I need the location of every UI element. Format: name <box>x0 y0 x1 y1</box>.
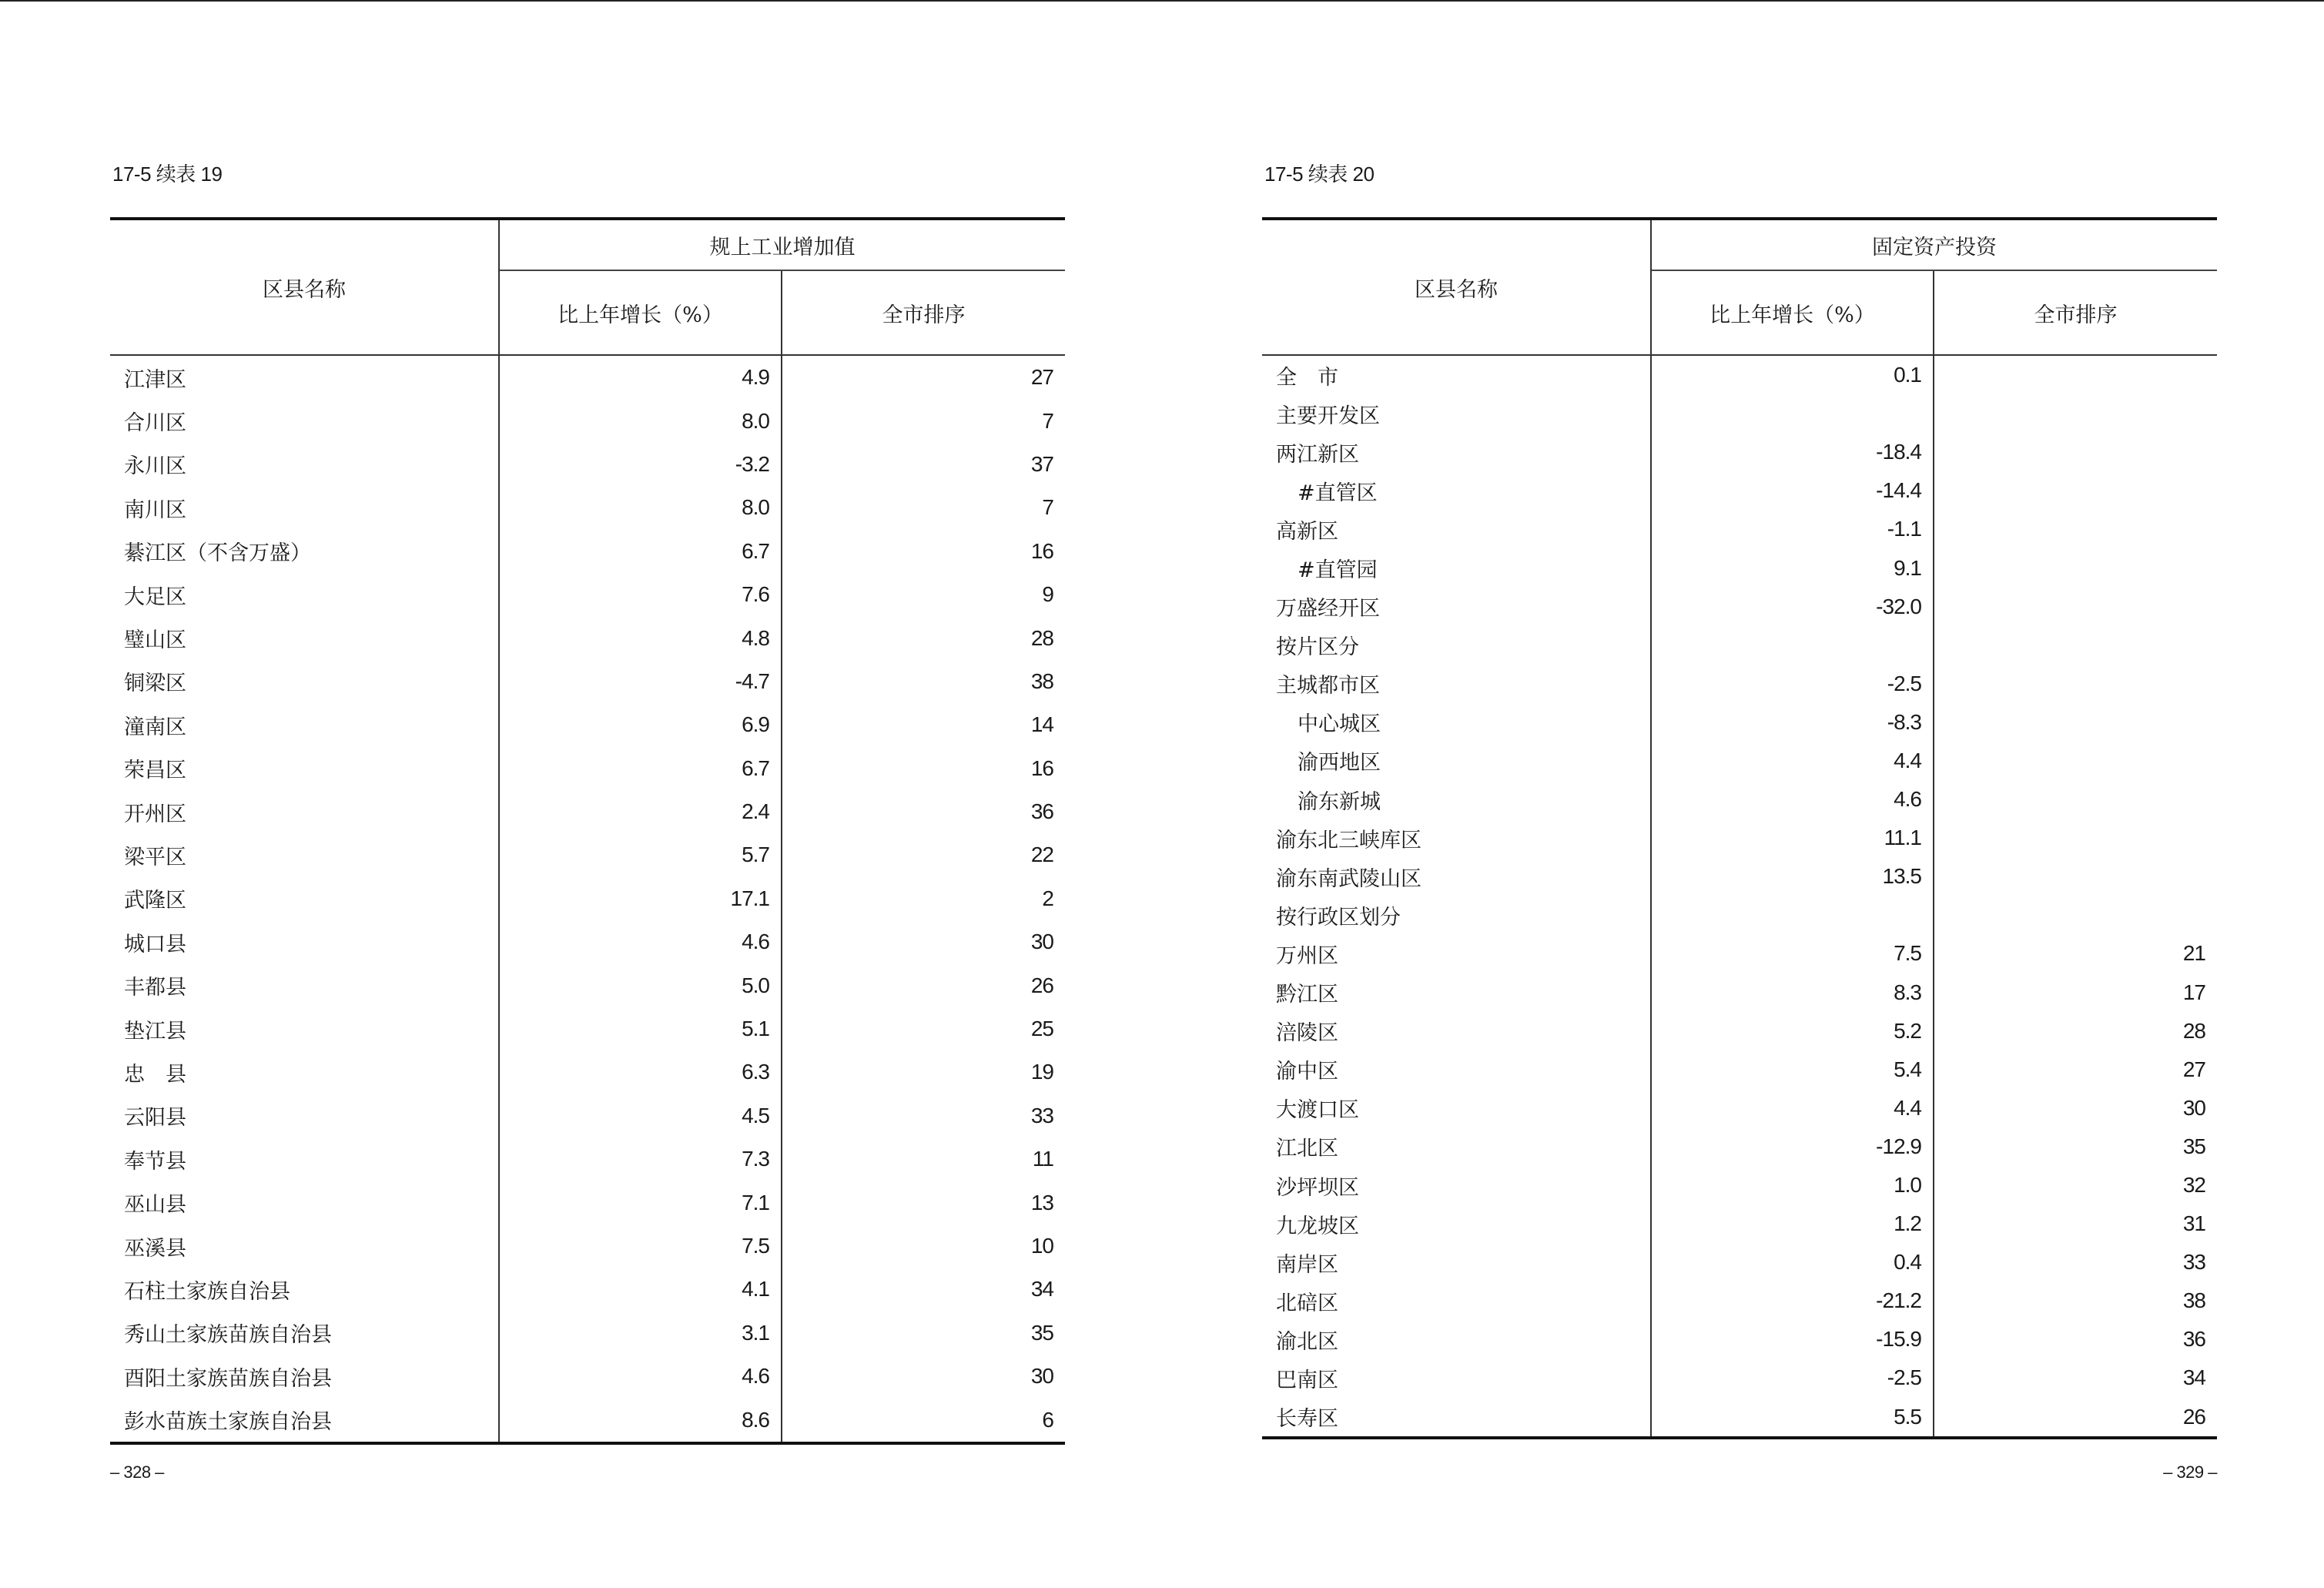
growth-value-cell: 7.5 <box>1651 934 1934 973</box>
growth-value-cell: 1.0 <box>1651 1166 1934 1204</box>
growth-value-cell: 4.4 <box>1651 1089 1934 1127</box>
rank-value-cell: 37 <box>1030 451 1053 476</box>
growth-value-cell: 6.7 <box>499 530 782 573</box>
table-row <box>110 1225 1065 1268</box>
growth-value-cell: 6.7 <box>499 747 782 790</box>
growth-value-cell: 5.1 <box>499 1007 782 1050</box>
table-row <box>1262 433 2217 471</box>
region-name-cell: 渝中区 <box>1262 1050 1651 1089</box>
growth-value-cell: 9.1 <box>1651 548 1934 587</box>
rank-value-cell: 38 <box>1030 668 1053 693</box>
column-header-rank: 全市排序 <box>782 270 1065 355</box>
rank-value-cell: 16 <box>1030 755 1053 780</box>
region-name-cell: 綦江区（不含万盛） <box>110 530 499 573</box>
rank-value-cell <box>1934 819 2217 857</box>
growth-value-cell: 5.5 <box>1651 1398 1934 1438</box>
fixed-asset-investment-table <box>1262 217 2217 1439</box>
rank-value-cell: 26 <box>1030 973 1053 997</box>
page-number: – 329 – <box>2163 1462 2217 1482</box>
rank-value-cell: 16 <box>1030 538 1053 563</box>
column-header-region: 区县名称 <box>1262 219 1651 355</box>
table-row <box>110 877 1065 920</box>
rank-value-cell: 27 <box>1030 365 1053 390</box>
rank-value-cell <box>1934 510 2217 548</box>
region-name-cell: 璧山区 <box>110 616 499 659</box>
column-header-rank: 全市排序 <box>1934 270 2217 355</box>
growth-value-cell: -8.3 <box>1651 703 1934 742</box>
growth-value-cell: -14.4 <box>1651 471 1934 510</box>
table-row <box>1262 1320 2217 1359</box>
region-name-cell: 主要开发区 <box>1262 394 1651 433</box>
rank-value-cell: 13 <box>1030 1190 1053 1214</box>
table-row <box>1262 857 2217 896</box>
growth-value-cell <box>1651 394 1934 433</box>
region-name-cell: 大足区 <box>110 573 499 616</box>
rank-value-cell <box>1934 626 2217 665</box>
growth-value-cell: 3.1 <box>499 1312 782 1355</box>
rank-value-cell <box>1934 857 2217 896</box>
growth-value-cell: 13.5 <box>1651 857 1934 896</box>
table-row <box>1262 355 2217 394</box>
table-row <box>1262 1166 2217 1204</box>
growth-value-cell: 5.4 <box>1651 1050 1934 1089</box>
table-row <box>110 833 1065 876</box>
table-row <box>1262 626 2217 665</box>
growth-value-cell: 4.6 <box>499 1355 782 1398</box>
rank-value-cell: 30 <box>2182 1095 2205 1120</box>
region-name-cell: 渝北区 <box>1262 1320 1651 1359</box>
growth-value-cell: -1.1 <box>1651 510 1934 548</box>
table-row <box>110 1268 1065 1311</box>
region-name-cell: 江北区 <box>1262 1127 1651 1166</box>
region-name-cell: 酉阳土家族苗族自治县 <box>110 1355 499 1398</box>
rank-value-cell: 7 <box>1042 408 1053 433</box>
region-name-cell: 万州区 <box>1262 934 1651 973</box>
rank-value-cell: 35 <box>1030 1320 1053 1345</box>
right-page <box>1262 0 2217 1588</box>
rank-value-cell: 9 <box>1042 582 1053 607</box>
growth-value-cell: 4.5 <box>499 1094 782 1137</box>
region-name-cell: 丰都县 <box>110 963 499 1007</box>
region-name-cell: 秀山土家族苗族自治县 <box>110 1312 499 1355</box>
table-row <box>1262 1089 2217 1127</box>
table-row <box>1262 588 2217 626</box>
region-name-cell: 江津区 <box>110 355 499 399</box>
region-name-cell: 云阳县 <box>110 1094 499 1137</box>
growth-value-cell: 0.1 <box>1651 355 1934 394</box>
region-name-cell: 中心城区 <box>1262 703 1651 742</box>
table-row <box>110 1181 1065 1224</box>
rank-value-cell: 21 <box>2182 941 2205 966</box>
growth-value-cell: 8.6 <box>499 1398 782 1442</box>
growth-value-cell: -32.0 <box>1651 588 1934 626</box>
region-name-cell: 巫溪县 <box>110 1225 499 1268</box>
table-row <box>1262 1012 2217 1050</box>
table-row <box>1262 471 2217 510</box>
region-name-cell: 九龙坡区 <box>1262 1204 1651 1243</box>
rank-value-cell: 19 <box>1030 1060 1053 1084</box>
growth-value-cell: 4.6 <box>499 920 782 963</box>
rank-value-cell: 31 <box>2182 1211 2205 1236</box>
rank-value-cell: 6 <box>782 1398 1065 1442</box>
rank-value-cell: 30 <box>1030 930 1053 954</box>
region-name-cell: 渝西地区 <box>1262 742 1651 780</box>
growth-value-cell: 7.3 <box>499 1137 782 1181</box>
region-name-cell: 忠 县 <box>110 1050 499 1094</box>
growth-value-cell: -21.2 <box>1651 1281 1934 1320</box>
rank-value-cell: 2 <box>1042 886 1053 910</box>
industrial-value-added-table <box>110 217 1065 1445</box>
growth-value-cell: 5.0 <box>499 963 782 1007</box>
region-name-cell: 主城都市区 <box>1262 665 1651 703</box>
column-header-growth: 比上年增长（%） <box>1651 270 1934 355</box>
region-name-cell: 巫山县 <box>110 1181 499 1224</box>
table-row <box>1262 510 2217 548</box>
rank-value-cell <box>1934 896 2217 934</box>
growth-value-cell: 5.7 <box>499 833 782 876</box>
table-row <box>110 703 1065 746</box>
growth-value-cell: 4.9 <box>499 355 782 399</box>
table-row <box>110 1050 1065 1094</box>
region-name-cell: 开州区 <box>110 790 499 833</box>
rank-value-cell: 33 <box>1030 1103 1053 1127</box>
column-group-header: 规上工业增加值 <box>499 219 1065 270</box>
rank-value-cell <box>1934 665 2217 703</box>
rank-value-cell <box>1934 355 2217 394</box>
table-row <box>1262 819 2217 857</box>
rank-value-cell: 22 <box>1030 843 1053 867</box>
table-row <box>1262 548 2217 587</box>
table-row <box>1262 934 2217 973</box>
region-name-cell: 万盛经开区 <box>1262 588 1651 626</box>
region-name-cell: 永川区 <box>110 443 499 486</box>
growth-value-cell: 6.9 <box>499 703 782 746</box>
growth-value-cell: -2.5 <box>1651 665 1934 703</box>
growth-value-cell: 8.0 <box>499 399 782 442</box>
region-name-cell: 渝东北三峡库区 <box>1262 819 1651 857</box>
growth-value-cell: 7.1 <box>499 1181 782 1224</box>
region-name-cell: 大渡口区 <box>1262 1089 1651 1127</box>
growth-value-cell: 5.2 <box>1651 1012 1934 1050</box>
column-group-header: 固定资产投资 <box>1651 219 2217 270</box>
rank-value-cell: 10 <box>1030 1234 1053 1258</box>
table-caption: 17-5 续表 19 <box>112 162 223 186</box>
rank-value-cell: 25 <box>1030 1017 1053 1041</box>
rank-value-cell: 34 <box>2182 1365 2205 1390</box>
rank-value-cell <box>1934 703 2217 742</box>
region-name-cell: 渝东新城 <box>1262 780 1651 819</box>
growth-value-cell: 4.4 <box>1651 742 1934 780</box>
region-name-cell: 沙坪坝区 <box>1262 1166 1651 1204</box>
growth-value-cell: 8.0 <box>499 486 782 529</box>
region-name-cell: 梁平区 <box>110 833 499 876</box>
region-name-cell: 两江新区 <box>1262 433 1651 471</box>
region-name-cell: 合川区 <box>110 399 499 442</box>
region-name-cell: 长寿区 <box>1262 1398 1651 1438</box>
header-row <box>1262 219 2217 270</box>
growth-value-cell: 6.3 <box>499 1050 782 1094</box>
region-name-cell: 武隆区 <box>110 877 499 920</box>
region-name-cell: 巴南区 <box>1262 1359 1651 1397</box>
rank-value-cell <box>1934 548 2217 587</box>
table-row <box>110 616 1065 659</box>
growth-value-cell: -12.9 <box>1651 1127 1934 1166</box>
region-name-cell: #直管园 <box>1262 548 1651 587</box>
rank-value-cell: 35 <box>2182 1134 2205 1158</box>
growth-value-cell: -2.5 <box>1651 1359 1934 1397</box>
rank-value-cell: 26 <box>1934 1398 2217 1438</box>
growth-value-cell: 7.5 <box>499 1225 782 1268</box>
region-name-cell: 南川区 <box>110 486 499 529</box>
table-row <box>1262 780 2217 819</box>
table-row <box>1262 896 2217 934</box>
table-row <box>110 1094 1065 1137</box>
rank-value-cell <box>1934 588 2217 626</box>
table-row <box>1262 1359 2217 1397</box>
growth-value-cell: -18.4 <box>1651 433 1934 471</box>
rank-value-cell: 14 <box>1030 712 1053 737</box>
table-row <box>1262 394 2217 433</box>
rank-value-cell: 28 <box>2182 1018 2205 1043</box>
region-name-cell: 北碚区 <box>1262 1281 1651 1320</box>
region-name-cell: 城口县 <box>110 920 499 963</box>
rank-value-cell: 38 <box>2182 1288 2205 1313</box>
table-row <box>1262 1398 2217 1438</box>
rank-value-cell <box>1934 433 2217 471</box>
region-name-cell: 按片区分 <box>1262 626 1651 665</box>
table-row <box>1262 1281 2217 1320</box>
table-row <box>110 443 1065 486</box>
table-row <box>1262 1243 2217 1281</box>
region-name-cell: 奉节县 <box>110 1137 499 1181</box>
region-name-cell: 南岸区 <box>1262 1243 1651 1281</box>
growth-value-cell: 2.4 <box>499 790 782 833</box>
table-body <box>1262 355 2217 1438</box>
column-header-growth: 比上年增长（%） <box>499 270 782 355</box>
table-row <box>110 747 1065 790</box>
table-row <box>110 1007 1065 1050</box>
table-row <box>110 1355 1065 1398</box>
table-body <box>110 355 1065 1443</box>
region-name-cell: 全 市 <box>1262 355 1651 394</box>
header-row <box>110 219 1065 270</box>
region-name-cell: 涪陵区 <box>1262 1012 1651 1050</box>
table-row <box>110 963 1065 1007</box>
growth-value-cell: 11.1 <box>1651 819 1934 857</box>
growth-value-cell: 7.6 <box>499 573 782 616</box>
region-name-cell: 彭水苗族土家族自治县 <box>110 1398 499 1442</box>
table-row <box>1262 1127 2217 1166</box>
growth-value-cell: -4.7 <box>499 660 782 703</box>
region-name-cell: 黔江区 <box>1262 973 1651 1012</box>
table-row <box>110 1312 1065 1355</box>
rank-value-cell: 7 <box>1042 495 1053 520</box>
rank-value-cell: 17 <box>2182 980 2205 1004</box>
table-row <box>110 573 1065 616</box>
region-name-cell: 铜梁区 <box>110 660 499 703</box>
growth-value-cell: 8.3 <box>1651 973 1934 1012</box>
page-number: – 328 – <box>110 1462 164 1482</box>
region-name-cell: 潼南区 <box>110 703 499 746</box>
growth-value-cell: -15.9 <box>1651 1320 1934 1359</box>
table-row <box>1262 973 2217 1012</box>
table-row <box>1262 703 2217 742</box>
table-row <box>110 1137 1065 1181</box>
rank-value-cell: 28 <box>1030 625 1053 650</box>
growth-value-cell: 4.6 <box>1651 780 1934 819</box>
table-row <box>110 790 1065 833</box>
region-name-cell: 高新区 <box>1262 510 1651 548</box>
rank-value-cell: 32 <box>2182 1173 2205 1198</box>
region-name-cell: 按行政区划分 <box>1262 896 1651 934</box>
rank-value-cell <box>1934 471 2217 510</box>
table-row <box>1262 1204 2217 1243</box>
table-caption: 17-5 续表 20 <box>1264 162 1375 186</box>
growth-value-cell: 4.8 <box>499 616 782 659</box>
table-row <box>110 660 1065 703</box>
table-row <box>110 355 1065 399</box>
region-name-cell: 渝东南武陵山区 <box>1262 857 1651 896</box>
table-row <box>1262 1050 2217 1089</box>
growth-value-cell: -3.2 <box>499 443 782 486</box>
rank-value-cell: 11 <box>1032 1147 1053 1171</box>
growth-value-cell: 17.1 <box>499 877 782 920</box>
left-page <box>110 0 1065 1588</box>
table-row <box>110 920 1065 963</box>
rank-value-cell <box>1934 394 2217 433</box>
rank-value-cell: 36 <box>2182 1327 2205 1352</box>
rank-value-cell: 36 <box>1030 799 1053 824</box>
rank-value-cell: 30 <box>1030 1364 1053 1389</box>
region-name-cell: 石柱土家族自治县 <box>110 1268 499 1311</box>
growth-value-cell <box>1651 896 1934 934</box>
table-row <box>1262 665 2217 703</box>
table-row <box>110 486 1065 529</box>
rank-value-cell <box>1934 780 2217 819</box>
rank-value-cell: 27 <box>2182 1057 2205 1081</box>
rank-value-cell: 33 <box>2182 1250 2205 1275</box>
growth-value-cell: 0.4 <box>1651 1243 1934 1281</box>
growth-value-cell: 1.2 <box>1651 1204 1934 1243</box>
column-header-region: 区县名称 <box>110 219 499 355</box>
table-row <box>1262 742 2217 780</box>
region-name-cell: #直管区 <box>1262 471 1651 510</box>
rank-value-cell: 34 <box>1030 1277 1053 1302</box>
table-row <box>110 530 1065 573</box>
table-row <box>110 399 1065 442</box>
growth-value-cell: 4.1 <box>499 1268 782 1311</box>
growth-value-cell <box>1651 626 1934 665</box>
region-name-cell: 荣昌区 <box>110 747 499 790</box>
table-row <box>110 1398 1065 1442</box>
rank-value-cell <box>1934 742 2217 780</box>
region-name-cell: 垫江县 <box>110 1007 499 1050</box>
